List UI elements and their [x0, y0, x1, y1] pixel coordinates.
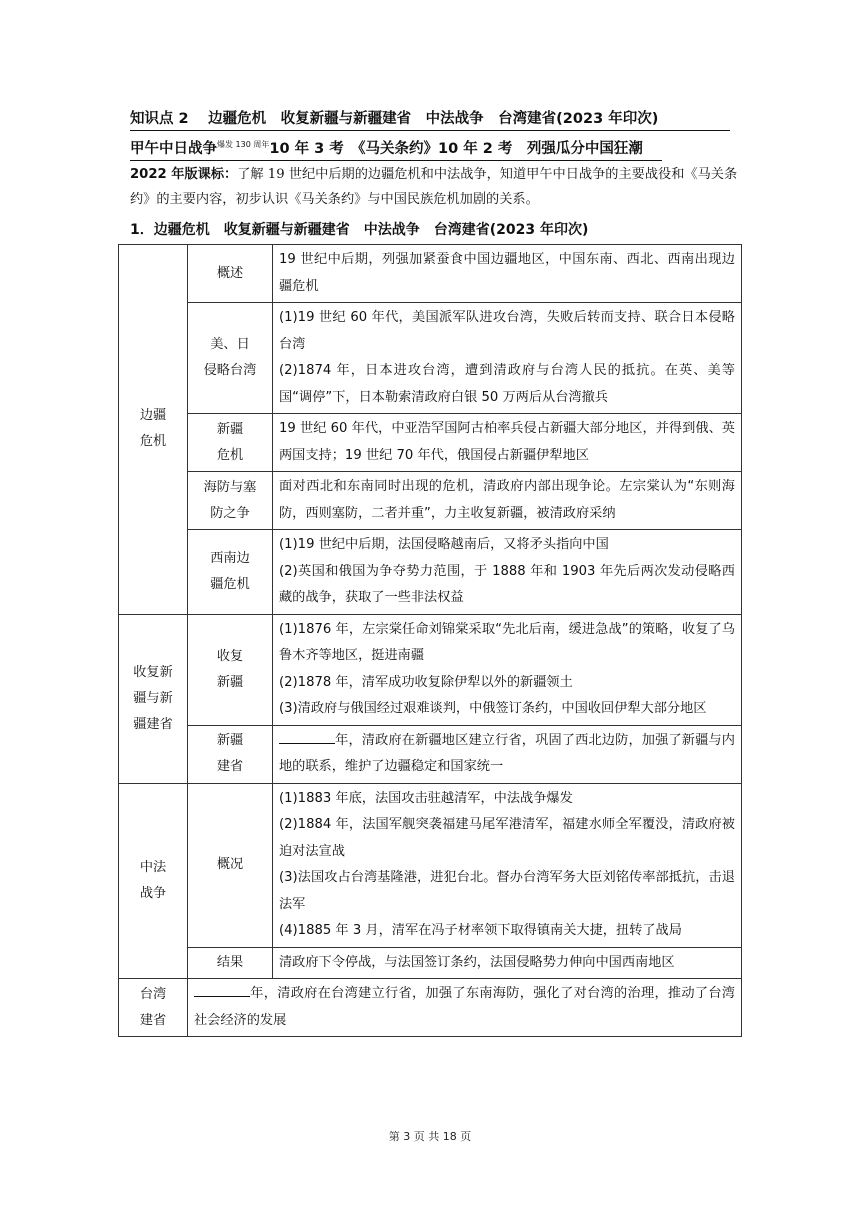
- cell-defense-debate: [273, 472, 742, 530]
- table-row: [119, 947, 742, 979]
- sub-label: 收复 新疆: [216, 648, 244, 690]
- cell-text: 19 世纪 60 年代，中亚浩罕国阿古柏率兵侵占新疆大部分地区，并得到俄、英两国支持；19 世纪 70 年代，俄国侵占新疆伊犁地区: [279, 421, 735, 463]
- table-row: [119, 979, 742, 1037]
- table-row: [119, 530, 742, 615]
- sub-overview: [188, 245, 273, 303]
- sub-label: 西南边 疆危机: [210, 550, 250, 592]
- cell-text-part: 年，清政府在新疆地区建立行省，巩固了西北边防，加强了新疆与内地的联系，维护了边疆稳定和国家统一: [279, 732, 735, 774]
- cell-overview: [273, 245, 742, 303]
- table-row: [119, 245, 742, 303]
- cell-text: [194, 981, 735, 1034]
- curriculum-standard: [130, 162, 742, 212]
- category-sino-french-war: [119, 783, 188, 979]
- sub-label: 概况: [216, 857, 244, 872]
- curriculum-text: 了解 19 世纪中后期的边疆危机和中法战争，知道甲午中日战争的主要战役和《马关条约》的主要内容，初步认识《马关条约》与中国民族危机加剧的关系。: [130, 167, 738, 207]
- table-row: [119, 783, 742, 947]
- cell-text: (1)19 世纪 60 年代，美国派军队进攻台湾，失败后转而支持、联合日本侵略台湾: [279, 310, 735, 352]
- cell-xinjiang-province: [273, 725, 742, 783]
- sub-label: 概述: [216, 265, 244, 281]
- cell-result: [273, 947, 742, 979]
- table-row: [119, 414, 742, 472]
- fill-blank[interactable]: [279, 729, 335, 744]
- cell-taiwan-invasion: [273, 303, 742, 414]
- knowledge-point-heading: [130, 108, 730, 131]
- sub-xinjiang-crisis: [188, 414, 273, 472]
- sub-taiwan-invasion: [188, 303, 273, 414]
- cell-text: (4)1885 年 3 月，清军在冯子材率领下取得镇南关大捷，扭转了战局: [279, 923, 682, 938]
- table-row: [119, 725, 742, 783]
- sub-recover-xinjiang: [188, 614, 273, 725]
- sub-southwest-crisis: [188, 530, 273, 615]
- cell-text: (1)1883 年底，法国攻击驻越清军，中法战争爆发: [279, 790, 573, 806]
- cell-situation: [273, 783, 742, 947]
- sub-label: 美、日 侵略台湾: [203, 337, 257, 378]
- cell-text: (2)英国和俄国为争夺势力范围，于 1888 年和 1903 年先后两次发动侵略西藏的战争，获取了一些非法权益: [279, 563, 735, 605]
- cell-text: (2)1874 年，日本进攻台湾，遭到清政府与台湾人民的抵抗。在英、美等国“调停”下，日本勒索清政府白银 50 万两后从台湾撤兵: [279, 363, 735, 405]
- sub-situation: [188, 783, 273, 947]
- category-label: 收复新 疆与新 疆建省: [133, 664, 173, 732]
- cell-text: (2)1878 年，清军成功收复除伊犁以外的新疆领土: [279, 674, 573, 690]
- cell-xinjiang-crisis: [273, 414, 742, 472]
- category-label: 边疆 危机: [139, 408, 167, 450]
- cell-text: [279, 728, 735, 781]
- section-title: 1．边疆危机 收复新疆与新疆建省 中法战争 台湾建省(2023 年印次): [130, 222, 589, 238]
- sub-label: 新疆 危机: [216, 421, 244, 463]
- table-row: [119, 614, 742, 725]
- knowledge-table: [118, 244, 742, 1037]
- cell-text: (3)清政府与俄国经过艰难谈判，中俄签订条约，中国收回伊犁大部分地区: [279, 701, 707, 716]
- cell-text: (1)1876 年，左宗棠任命刘锦棠采取“先北后南，缓进急战”的策略，收复了乌鲁木齐等地区，挺进南疆: [279, 621, 735, 663]
- cell-text: 面对西北和东南同时出现的危机，清政府内部出现争论。左宗棠认为“东则海防，西则塞防，二者并重”，力主收复新疆，被清政府采纳: [279, 479, 735, 521]
- category-taiwan-province: [119, 979, 188, 1037]
- cell-text: (1)19 世纪中后期，法国侵略越南后，又将矛头指向中国: [279, 537, 609, 552]
- knowledge-point-heading-2: [130, 134, 662, 161]
- heading-line-1: 知识点 2 边疆危机 收复新疆与新疆建省 中法战争 台湾建省(2023 年印次): [130, 111, 659, 127]
- cell-southwest-crisis: [273, 530, 742, 615]
- fill-blank[interactable]: [194, 982, 250, 997]
- category-frontier-crisis: [119, 245, 188, 615]
- heading-line-2-sup: 爆发 130 周年: [217, 140, 270, 149]
- table-row: [119, 303, 742, 414]
- cell-recover-xinjiang: [273, 614, 742, 725]
- sub-label: 海防与塞 防之争: [203, 479, 257, 521]
- sub-label: 新疆 建省: [216, 733, 244, 774]
- page-footer: 第 3 页 共 18 页: [388, 1130, 472, 1143]
- cell-taiwan-province: [188, 979, 742, 1037]
- heading-line-2-main: 甲午中日战争: [130, 140, 217, 157]
- curriculum-label: 2022 年版课标：: [130, 167, 238, 182]
- sub-xinjiang-province: [188, 725, 273, 783]
- cell-text: (2)1884 年，法国军舰突袭福建马尾军港清军，福建水师全军覆没，清政府被迫对法宣战: [279, 817, 735, 859]
- table-row: [119, 472, 742, 530]
- cell-text: (3)法国攻占台湾基隆港，进犯台北。督办台湾军务大臣刘铭传率部抵抗，击退法军: [279, 870, 735, 912]
- sub-result: [188, 947, 273, 979]
- category-label: 台湾 建省: [139, 986, 167, 1028]
- category-label: 中法 战争: [139, 859, 167, 901]
- category-recover-xinjiang: [119, 614, 188, 783]
- cell-text: 19 世纪中后期，列强加紧蚕食中国边疆地区，中国东南、西北、西南出现边疆危机: [279, 252, 735, 294]
- cell-text-part: 年，清政府在台湾建立行省，加强了东南海防，强化了对台湾的治理，推动了台湾社会经济的发展: [194, 986, 735, 1028]
- sub-defense-debate: [188, 472, 273, 530]
- heading-line-2-rest: 10 年 3 考 《马关条约》10 年 2 考 列强瓜分中国狂潮: [269, 140, 643, 157]
- sub-label: 结果: [216, 954, 244, 970]
- cell-text: 清政府下令停战，与法国签订条约，法国侵略势力伸向中国西南地区: [279, 954, 675, 970]
